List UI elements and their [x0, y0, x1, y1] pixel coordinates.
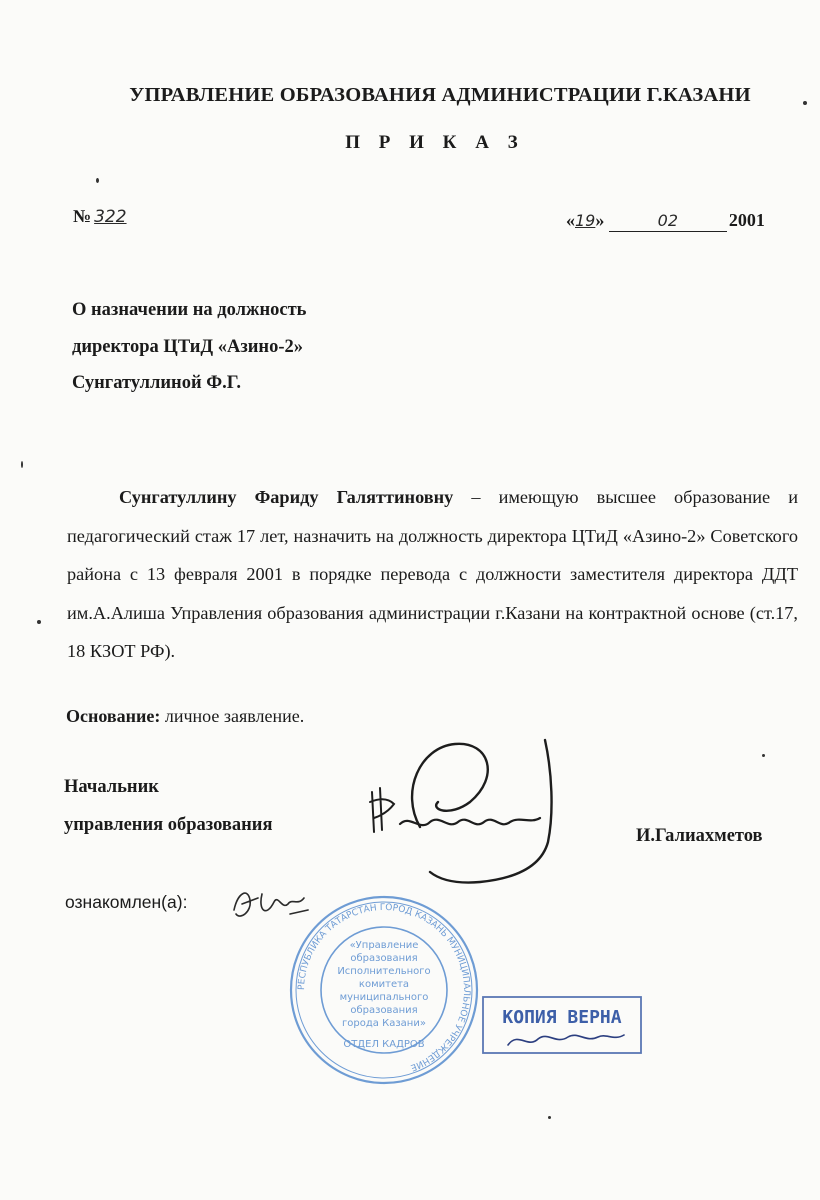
signer-name: И.Галиахметов: [636, 826, 763, 846]
copy-verified-seal: [478, 993, 648, 1061]
basis-value: личное заявление.: [160, 706, 305, 726]
signer-title-line-1: Начальник: [64, 777, 159, 797]
date-month: 02: [657, 211, 679, 230]
scan-speck: [762, 754, 765, 757]
scan-speck: [37, 620, 41, 624]
signer-title-line-2: управления образования: [64, 815, 273, 835]
stamp-line-3: Исполнительного: [337, 966, 431, 977]
scan-speck: [548, 1116, 551, 1119]
acknowledged-label: ознакомлен(а):: [65, 892, 188, 912]
stamp-line-6: образования: [350, 1005, 418, 1016]
date-close-quote: »: [595, 210, 605, 230]
document-type: П Р И К А З: [345, 132, 525, 153]
scan-speck: [21, 461, 23, 468]
seal-label: КОПИЯ ВЕРНА: [502, 1007, 622, 1028]
order-date: [566, 210, 765, 232]
date-day: 19: [575, 211, 596, 230]
official-stamp: [284, 890, 484, 1090]
subject-line-1: О назначении на должность: [72, 300, 307, 320]
stamp-ring-text: РЕСПУБЛИКА ТАТАРСТАН ГОРОД КАЗАНЬ МУНИЦИПАЛЬНОЕ УЧРЕЖДЕНИЕ: [296, 902, 472, 1073]
organization-header: УПРАВЛЕНИЕ ОБРАЗОВАНИЯ АДМИНИСТРАЦИИ Г.КАЗАНИ: [129, 84, 751, 106]
basis-label: Основание:: [66, 706, 161, 726]
subject-line-2: директора ЦТиД «Азино-2»: [72, 337, 303, 357]
basis: [66, 706, 304, 727]
body-lead: Сунгатуллину Фариду Галяттиновну: [119, 487, 454, 507]
stamp-line-7: города Казани»: [342, 1018, 426, 1029]
signature-mark: [360, 732, 590, 892]
stamp-line-4: комитета: [358, 979, 410, 990]
date-open-quote: «: [566, 210, 575, 230]
order-number: [73, 206, 127, 227]
date-year: 2001: [728, 210, 765, 230]
subject-line-3: Сунгатуллиной Ф.Г.: [72, 373, 242, 393]
seal-signature: [508, 1035, 624, 1045]
order-body: [67, 478, 798, 671]
stamp-line-1: «Управление: [349, 940, 419, 951]
order-number-label: №: [73, 206, 92, 226]
stamp-line-2: образования: [350, 953, 418, 964]
scan-speck: [96, 178, 99, 183]
stamp-bottom-text: ОТДЕЛ КАДРОВ: [343, 1039, 425, 1050]
scan-speck: [803, 101, 807, 105]
order-number-value: 322: [94, 207, 127, 227]
stamp-line-5: муниципального: [339, 992, 429, 1003]
body-text: – имеющую высшее образование и педагогический стаж 17 лет, назначить на должность директора ЦТиД «Азино-2» Советского района с 13 февраля 2001 в порядке перевода с должности заместителя директора ДДТ им.А.Алиша Управления образования администрации г.Казани на контрактной основе (ст.17, 18 КЗОТ РФ).: [67, 487, 798, 661]
